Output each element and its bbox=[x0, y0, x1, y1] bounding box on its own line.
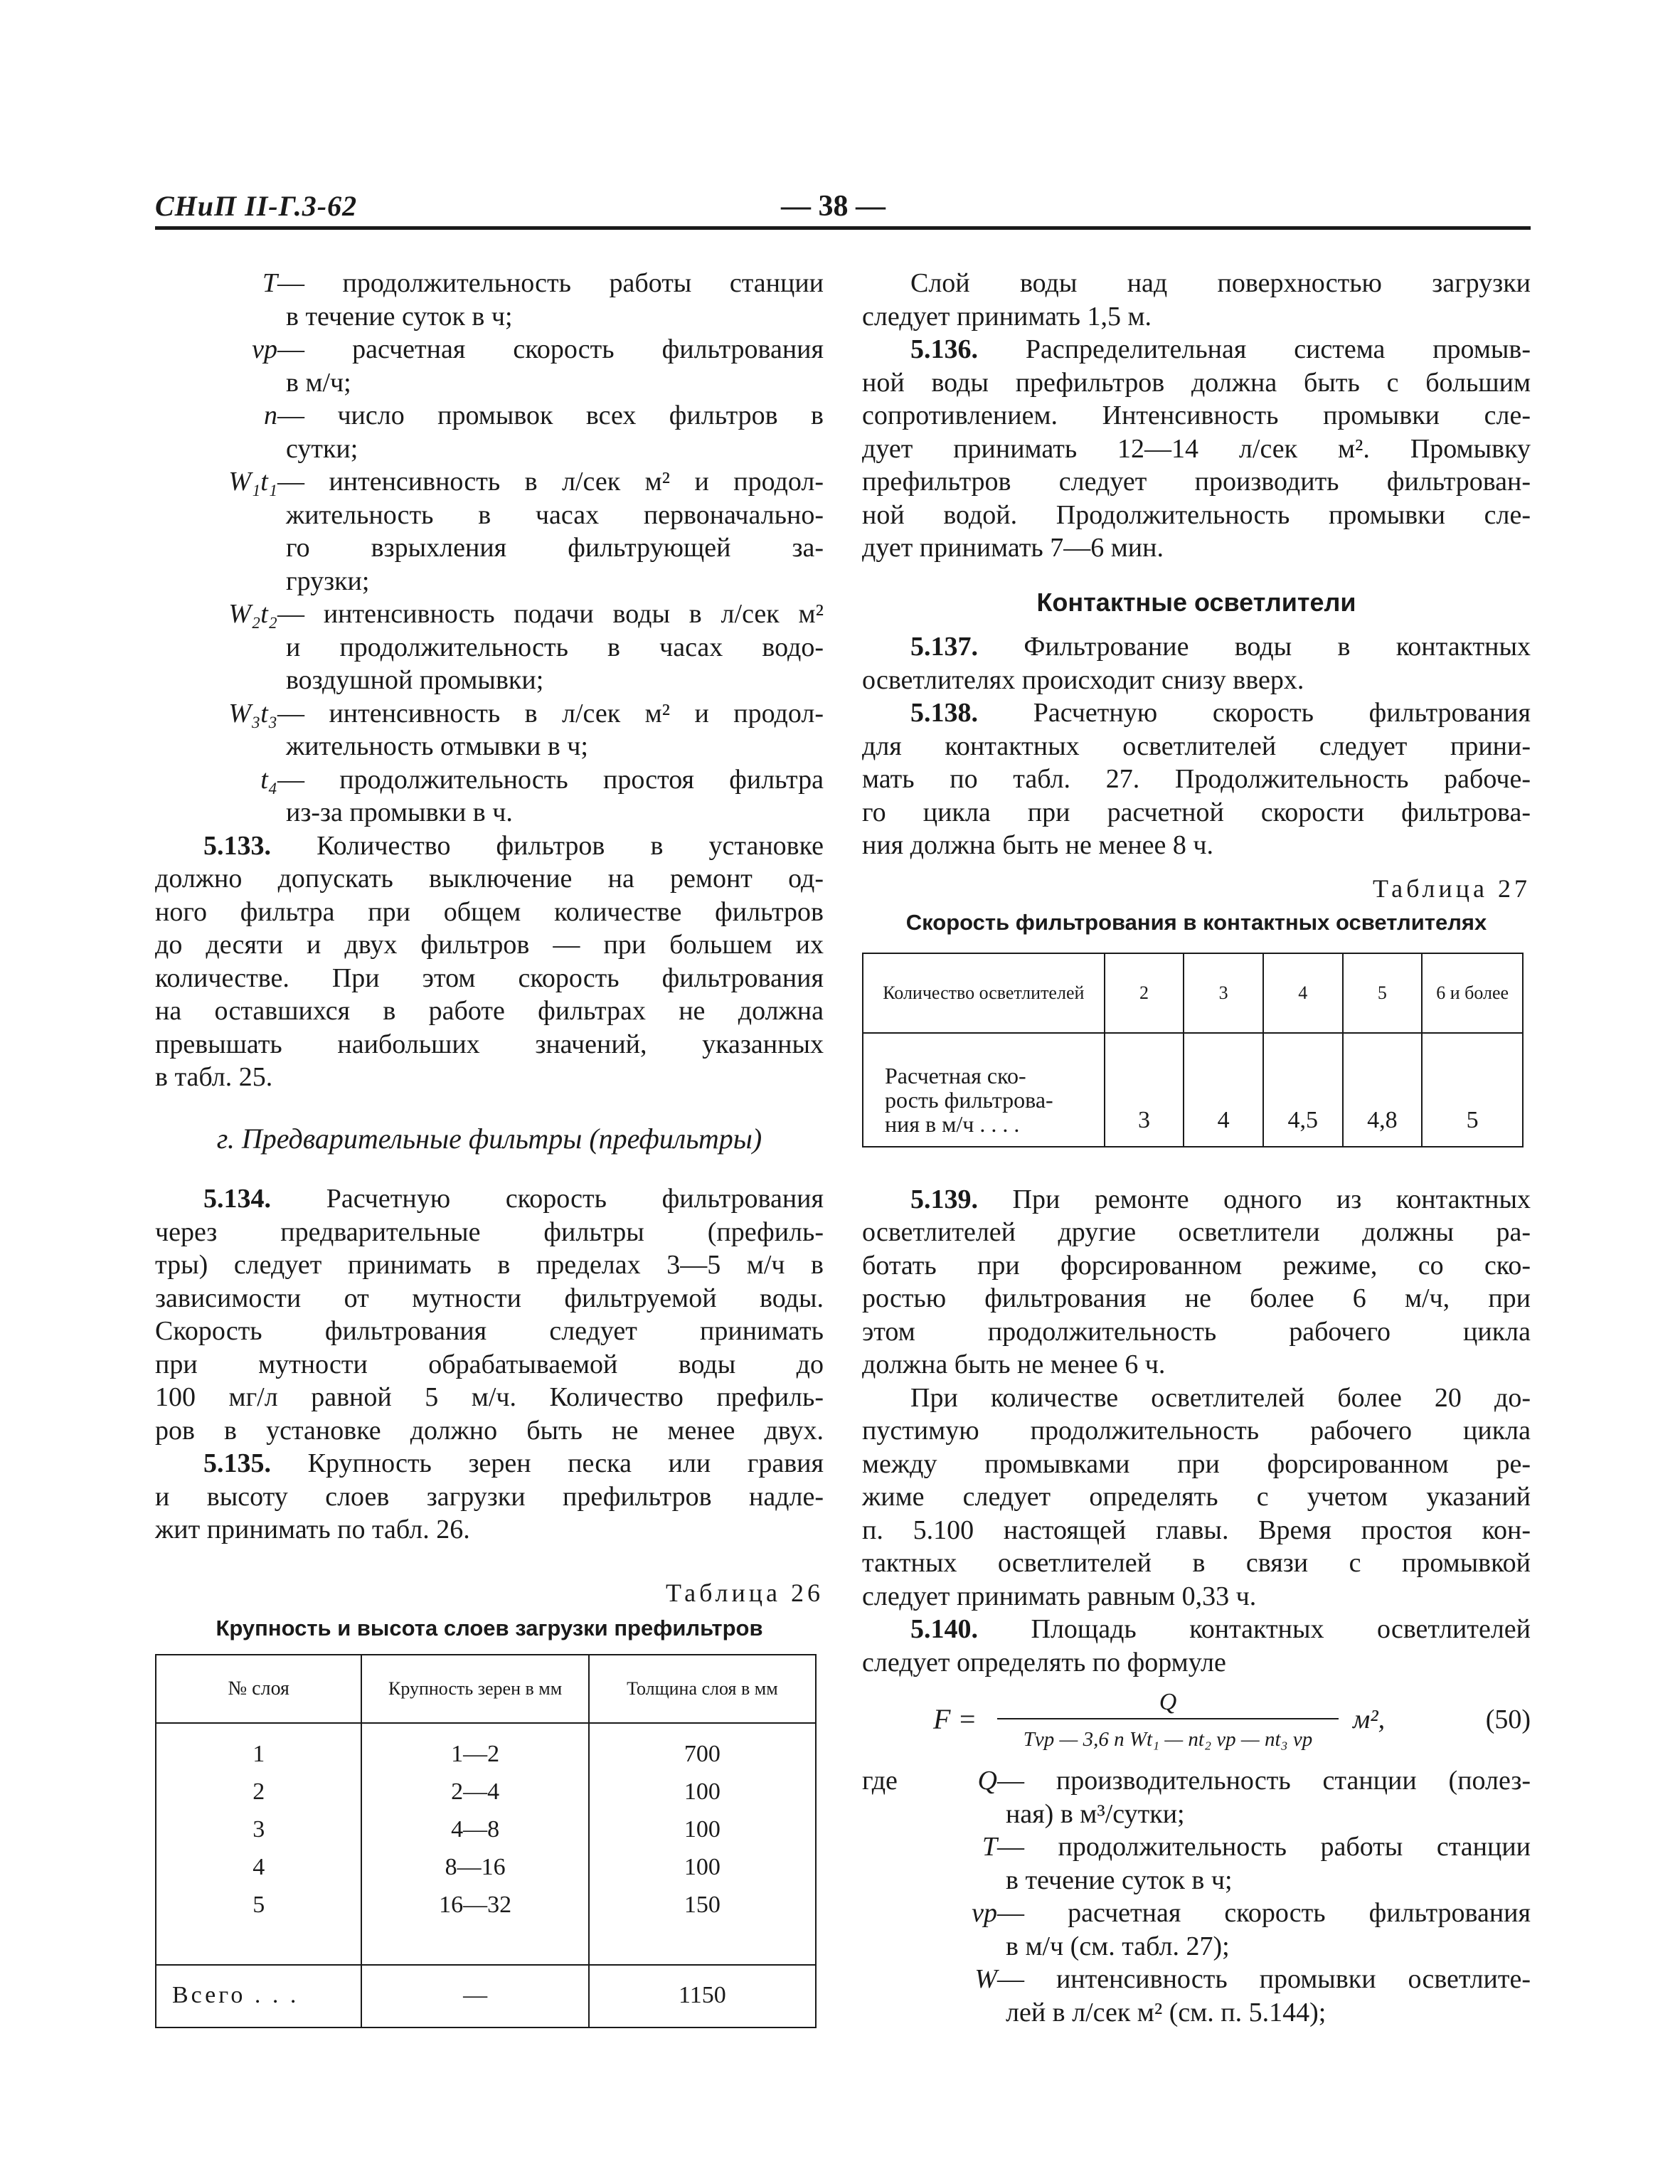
definition-line: из-за промывки в ч. bbox=[286, 797, 513, 827]
table-cell: 3 bbox=[1105, 1033, 1184, 1147]
paragraph-line: При ремонте одного из контактных bbox=[1012, 1184, 1531, 1214]
table-header-cell: Количество осветлителей bbox=[863, 953, 1105, 1033]
paragraph-line: и высоту слоев загрузки префильтров надле- bbox=[155, 1481, 824, 1512]
formula-denominator: Tvp — 3,6 n Wt₁ — nt₂ vp — nt₃ vp bbox=[1023, 1728, 1313, 1751]
definition-line: — производительность станции (полез- bbox=[997, 1766, 1531, 1796]
paragraph-line: ной воды префильтров должна быть с большим bbox=[862, 367, 1531, 398]
definition-line: жительность в часах первоначально- bbox=[286, 499, 824, 530]
paragraph-5-137 bbox=[862, 630, 1531, 696]
definition-term: t₄ bbox=[260, 764, 277, 795]
table-26-label: Таблица 26 bbox=[666, 1578, 824, 1607]
definition-n bbox=[155, 399, 824, 465]
formula-numerator: Q bbox=[1159, 1689, 1177, 1715]
definition-line: — интенсивность в л/сек м² и продол- bbox=[277, 467, 824, 497]
paragraph-5-140 bbox=[862, 1613, 1531, 1679]
table-header-cell: 6 и более bbox=[1422, 953, 1523, 1033]
paragraph-line: Расчетную скорость фильтрования bbox=[326, 1184, 824, 1214]
table-total-label: Всего . . . bbox=[156, 1965, 361, 2027]
definition-line: — число промывок всех фильтров в bbox=[277, 401, 824, 430]
paragraph-line: на оставшихся в работе фильтрах не должна bbox=[155, 996, 824, 1026]
paragraph-line: следует принимать 1,5 м. bbox=[862, 301, 1152, 332]
definition-line: в течение суток в ч; bbox=[1006, 1865, 1233, 1895]
paragraph-line: префильтров следует производить фильтрован- bbox=[862, 467, 1531, 497]
paragraph-line: ного фильтра при общем количестве фильтров bbox=[155, 896, 824, 927]
paragraph-line: ния должна быть не менее 8 ч. bbox=[862, 830, 1213, 860]
paragraph-line: через предварительные фильтры (префиль- bbox=[155, 1216, 824, 1247]
table-cell: 700 100 100 100 150 bbox=[589, 1723, 816, 1965]
definition-T bbox=[155, 267, 824, 333]
table-cell: 1150 bbox=[589, 1965, 816, 2027]
paragraph-line: в табл. 25. bbox=[155, 1062, 273, 1092]
definition-line: — интенсивность подачи воды в л/сек м² bbox=[277, 599, 824, 629]
definition-term: vp bbox=[972, 1898, 997, 1928]
definition-line: — интенсивность в л/сек м² и продол- bbox=[277, 698, 824, 728]
table-header-cell: 2 bbox=[1105, 953, 1184, 1033]
table-header-cell: Крупность зерен в мм bbox=[361, 1655, 588, 1723]
definition-W2t2 bbox=[155, 598, 824, 697]
definition-line: грузки; bbox=[286, 566, 370, 596]
table-cell: 1—2 2—4 4—8 8—16 16—32 bbox=[361, 1723, 588, 1965]
page-number: — 38 — bbox=[781, 190, 886, 223]
section-heading-contact-clarifiers: Контактные осветлители bbox=[1036, 587, 1356, 617]
paragraph-line: сопротивлением. Интенсивность промывки сле- bbox=[862, 401, 1531, 430]
paragraph-line: Слой воды над поверхностью загрузки bbox=[910, 268, 1531, 298]
definition-vp-right bbox=[862, 1897, 1531, 1963]
paragraph-line: осветлителях происходит снизу вверх. bbox=[862, 664, 1304, 695]
table-cell: 4,5 bbox=[1263, 1033, 1343, 1147]
paragraph-line: го цикла при расчетной скорости фильтрова- bbox=[862, 797, 1531, 827]
definition-line: ная) в м³/сутки; bbox=[1006, 1798, 1185, 1829]
paragraph-line: превышать наибольших значений, указанных bbox=[155, 1029, 824, 1059]
paragraph-line: Распределительная система промыв- bbox=[1025, 334, 1531, 364]
paragraph-line: должна быть не менее 6 ч. bbox=[862, 1350, 1166, 1379]
paragraph-line: ров в установке должно быть не менее двух. bbox=[155, 1415, 824, 1446]
definition-line: воздушной промывки; bbox=[286, 665, 544, 695]
paragraph-line: При количестве осветлителей более 20 до- bbox=[910, 1382, 1531, 1413]
definition-line: — продолжительность работы станции bbox=[997, 1832, 1531, 1862]
definition-term: W₁t₁ bbox=[228, 467, 277, 497]
definition-line: в течение суток в ч; bbox=[286, 301, 513, 332]
definition-term: W bbox=[974, 1964, 997, 1994]
paragraph-5-133 bbox=[155, 829, 824, 1094]
paragraph-5-139-continued bbox=[862, 1382, 1531, 1613]
paragraph-number: 5.133. bbox=[203, 830, 271, 861]
fraction-bar bbox=[997, 1718, 1339, 1719]
paragraph-intro bbox=[862, 267, 1531, 333]
definition-line: лей в л/сек м² (см. п. 5.144); bbox=[1006, 1997, 1327, 2027]
document-code: СНиП II-Г.3-62 bbox=[155, 190, 358, 222]
definition-line: сутки; bbox=[286, 433, 358, 464]
formula-50 bbox=[862, 1686, 1531, 1764]
definition-term: W₃t₃ bbox=[228, 698, 277, 728]
paragraph-number: 5.136. bbox=[910, 334, 978, 364]
paragraph-line: Площадь контактных осветлителей bbox=[1031, 1614, 1531, 1644]
paragraph-line: следует принимать равным 0,33 ч. bbox=[862, 1581, 1257, 1611]
table-cell: 1 2 3 4 5 bbox=[156, 1723, 361, 1965]
header-rule bbox=[155, 226, 1531, 230]
paragraph-line: п. 5.100 настоящей главы. Время простоя кон- bbox=[862, 1515, 1531, 1545]
paragraph-line: количестве. При этом скорость фильтрования bbox=[155, 963, 824, 993]
paragraph-line: зависимости от мутности фильтруемой воды. bbox=[155, 1283, 824, 1313]
paragraph-line: осветлителей другие осветлители должны ра- bbox=[862, 1217, 1531, 1247]
paragraph-line: дует принимать 7—6 мин. bbox=[862, 533, 1164, 563]
table-cell: 4 bbox=[1184, 1033, 1263, 1147]
paragraph-number: 5.140. bbox=[910, 1614, 978, 1644]
table-cell: 4,8 bbox=[1343, 1033, 1423, 1147]
definition-line: в м/ч; bbox=[286, 367, 351, 398]
table-27 bbox=[862, 953, 1524, 1147]
definition-line: и продолжительность в часах водо- bbox=[286, 632, 824, 662]
paragraph-line: Крупность зерен песка или гравия bbox=[307, 1448, 824, 1478]
section-heading-prefilters: г. Предварительные фильтры (префильтры) bbox=[216, 1122, 762, 1155]
definition-term: T bbox=[982, 1832, 997, 1862]
definition-term: n bbox=[264, 401, 277, 430]
table-27-label: Таблица 27 bbox=[1373, 874, 1531, 903]
table-header-cell: Толщина слоя в мм bbox=[589, 1655, 816, 1723]
paragraph-line: Скорость фильтрования следует принимать bbox=[155, 1316, 824, 1346]
definition-t4 bbox=[155, 763, 824, 829]
formula-lhs: F = bbox=[933, 1703, 977, 1735]
definition-line: — интенсивность промывки осветлите- bbox=[997, 1964, 1531, 1994]
definition-Q bbox=[862, 1764, 1531, 1830]
table-27-caption: Скорость фильтрования в контактных осветлителях bbox=[905, 910, 1487, 935]
paragraph-line: между промывками при форсированном ре- bbox=[862, 1448, 1531, 1479]
paragraph-line: Расчетную скорость фильтрования bbox=[1033, 698, 1531, 728]
table-header-cell: 3 bbox=[1184, 953, 1263, 1033]
definition-line: — продолжительность простоя фильтра bbox=[277, 764, 824, 795]
paragraph-line: до десяти и двух фильтров — при большем их bbox=[155, 930, 824, 960]
table-row-label: Расчетная ско- рость фильтрова- ния в м/ч . . . . bbox=[863, 1033, 1105, 1147]
paragraph-line: тактных осветлителей в связи с промывкой bbox=[862, 1548, 1531, 1578]
definition-line: — расчетная скорость фильтрования bbox=[277, 334, 824, 364]
paragraph-number: 5.139. bbox=[910, 1184, 978, 1214]
definition-term: Q bbox=[977, 1766, 997, 1796]
paragraph-line: при мутности обрабатываемой воды до bbox=[155, 1349, 824, 1379]
paragraph-line: дует принимать 12—14 л/сек м². Промывку bbox=[862, 433, 1531, 464]
definition-line: — расчетная скорость фильтрования bbox=[997, 1898, 1531, 1928]
paragraph-5-135 bbox=[155, 1447, 824, 1547]
definition-T-right bbox=[862, 1830, 1531, 1897]
page-header bbox=[155, 186, 1531, 236]
definition-W3t3 bbox=[155, 697, 824, 763]
definition-term: vp bbox=[252, 334, 277, 364]
table-header-cell: № слоя bbox=[156, 1655, 361, 1723]
definition-W1t1 bbox=[155, 465, 824, 598]
paragraph-line: 100 мг/л равной 5 м/ч. Количество префиль- bbox=[155, 1382, 824, 1412]
table-cell: — bbox=[361, 1965, 588, 2027]
paragraph-line: ной водой. Продолжительность промывки сле- bbox=[862, 499, 1531, 530]
paragraph-line: ботать при форсированном режиме, со ско- bbox=[862, 1250, 1531, 1281]
paragraph-line: ростью фильтрования не более 6 м/ч, при bbox=[862, 1283, 1531, 1313]
table-header-cell: 5 bbox=[1343, 953, 1423, 1033]
paragraph-line: этом продолжительность рабочего цикла bbox=[862, 1316, 1531, 1347]
definition-line: — продолжительность работы станции bbox=[277, 268, 824, 298]
table-26 bbox=[155, 1654, 817, 2028]
table-26-caption: Крупность и высота слоев загрузки префильтров bbox=[216, 1616, 763, 1640]
paragraph-number: 5.134. bbox=[203, 1184, 271, 1214]
definition-line: жительность отмывки в ч; bbox=[286, 731, 588, 761]
paragraph-number: 5.138. bbox=[910, 698, 978, 728]
table-cell: 5 bbox=[1422, 1033, 1523, 1147]
paragraph-line: пустимую продолжительность рабочего цикла bbox=[862, 1416, 1531, 1446]
paragraph-5-138 bbox=[862, 696, 1531, 862]
paragraph-line: Фильтрование воды в контактных bbox=[1024, 632, 1531, 662]
paragraph-5-139 bbox=[862, 1183, 1531, 1382]
formula-unit: м², bbox=[1353, 1705, 1386, 1734]
definition-term: T bbox=[262, 268, 277, 298]
paragraph-number: 5.137. bbox=[910, 632, 978, 662]
definition-term: W₂t₂ bbox=[228, 599, 277, 629]
paragraph-number: 5.135. bbox=[203, 1448, 271, 1478]
table-header-cell: 4 bbox=[1263, 953, 1343, 1033]
definition-line: в м/ч (см. табл. 27); bbox=[1006, 1931, 1230, 1961]
paragraph-line: мать по табл. 27. Продолжительность рабоче- bbox=[862, 764, 1531, 794]
paragraph-line: должно допускать выключение на ремонт од- bbox=[155, 864, 824, 894]
paragraph-line: тры) следует принимать в пределах 3—5 м/ч в bbox=[155, 1250, 824, 1280]
where-label: где bbox=[862, 1766, 898, 1796]
paragraph-line: жиме следует определять с учетом указаний bbox=[862, 1482, 1531, 1512]
definition-vp bbox=[155, 333, 824, 399]
definition-W-right bbox=[862, 1963, 1531, 2029]
paragraph-5-134 bbox=[155, 1182, 824, 1447]
paragraph-line: для контактных осветлителей следует прини- bbox=[862, 731, 1531, 761]
paragraph-line: следует определять по формуле bbox=[862, 1647, 1226, 1677]
paragraph-line: Количество фильтров в установке bbox=[317, 830, 824, 861]
formula-number: (50) bbox=[1485, 1705, 1531, 1734]
right-column bbox=[862, 267, 1531, 2029]
definition-line: го взрыхления фильтрующей за- bbox=[286, 533, 824, 563]
left-column bbox=[155, 267, 824, 2028]
paragraph-5-136 bbox=[862, 333, 1531, 565]
paragraph-line: жит принимать по табл. 26. bbox=[155, 1515, 470, 1544]
